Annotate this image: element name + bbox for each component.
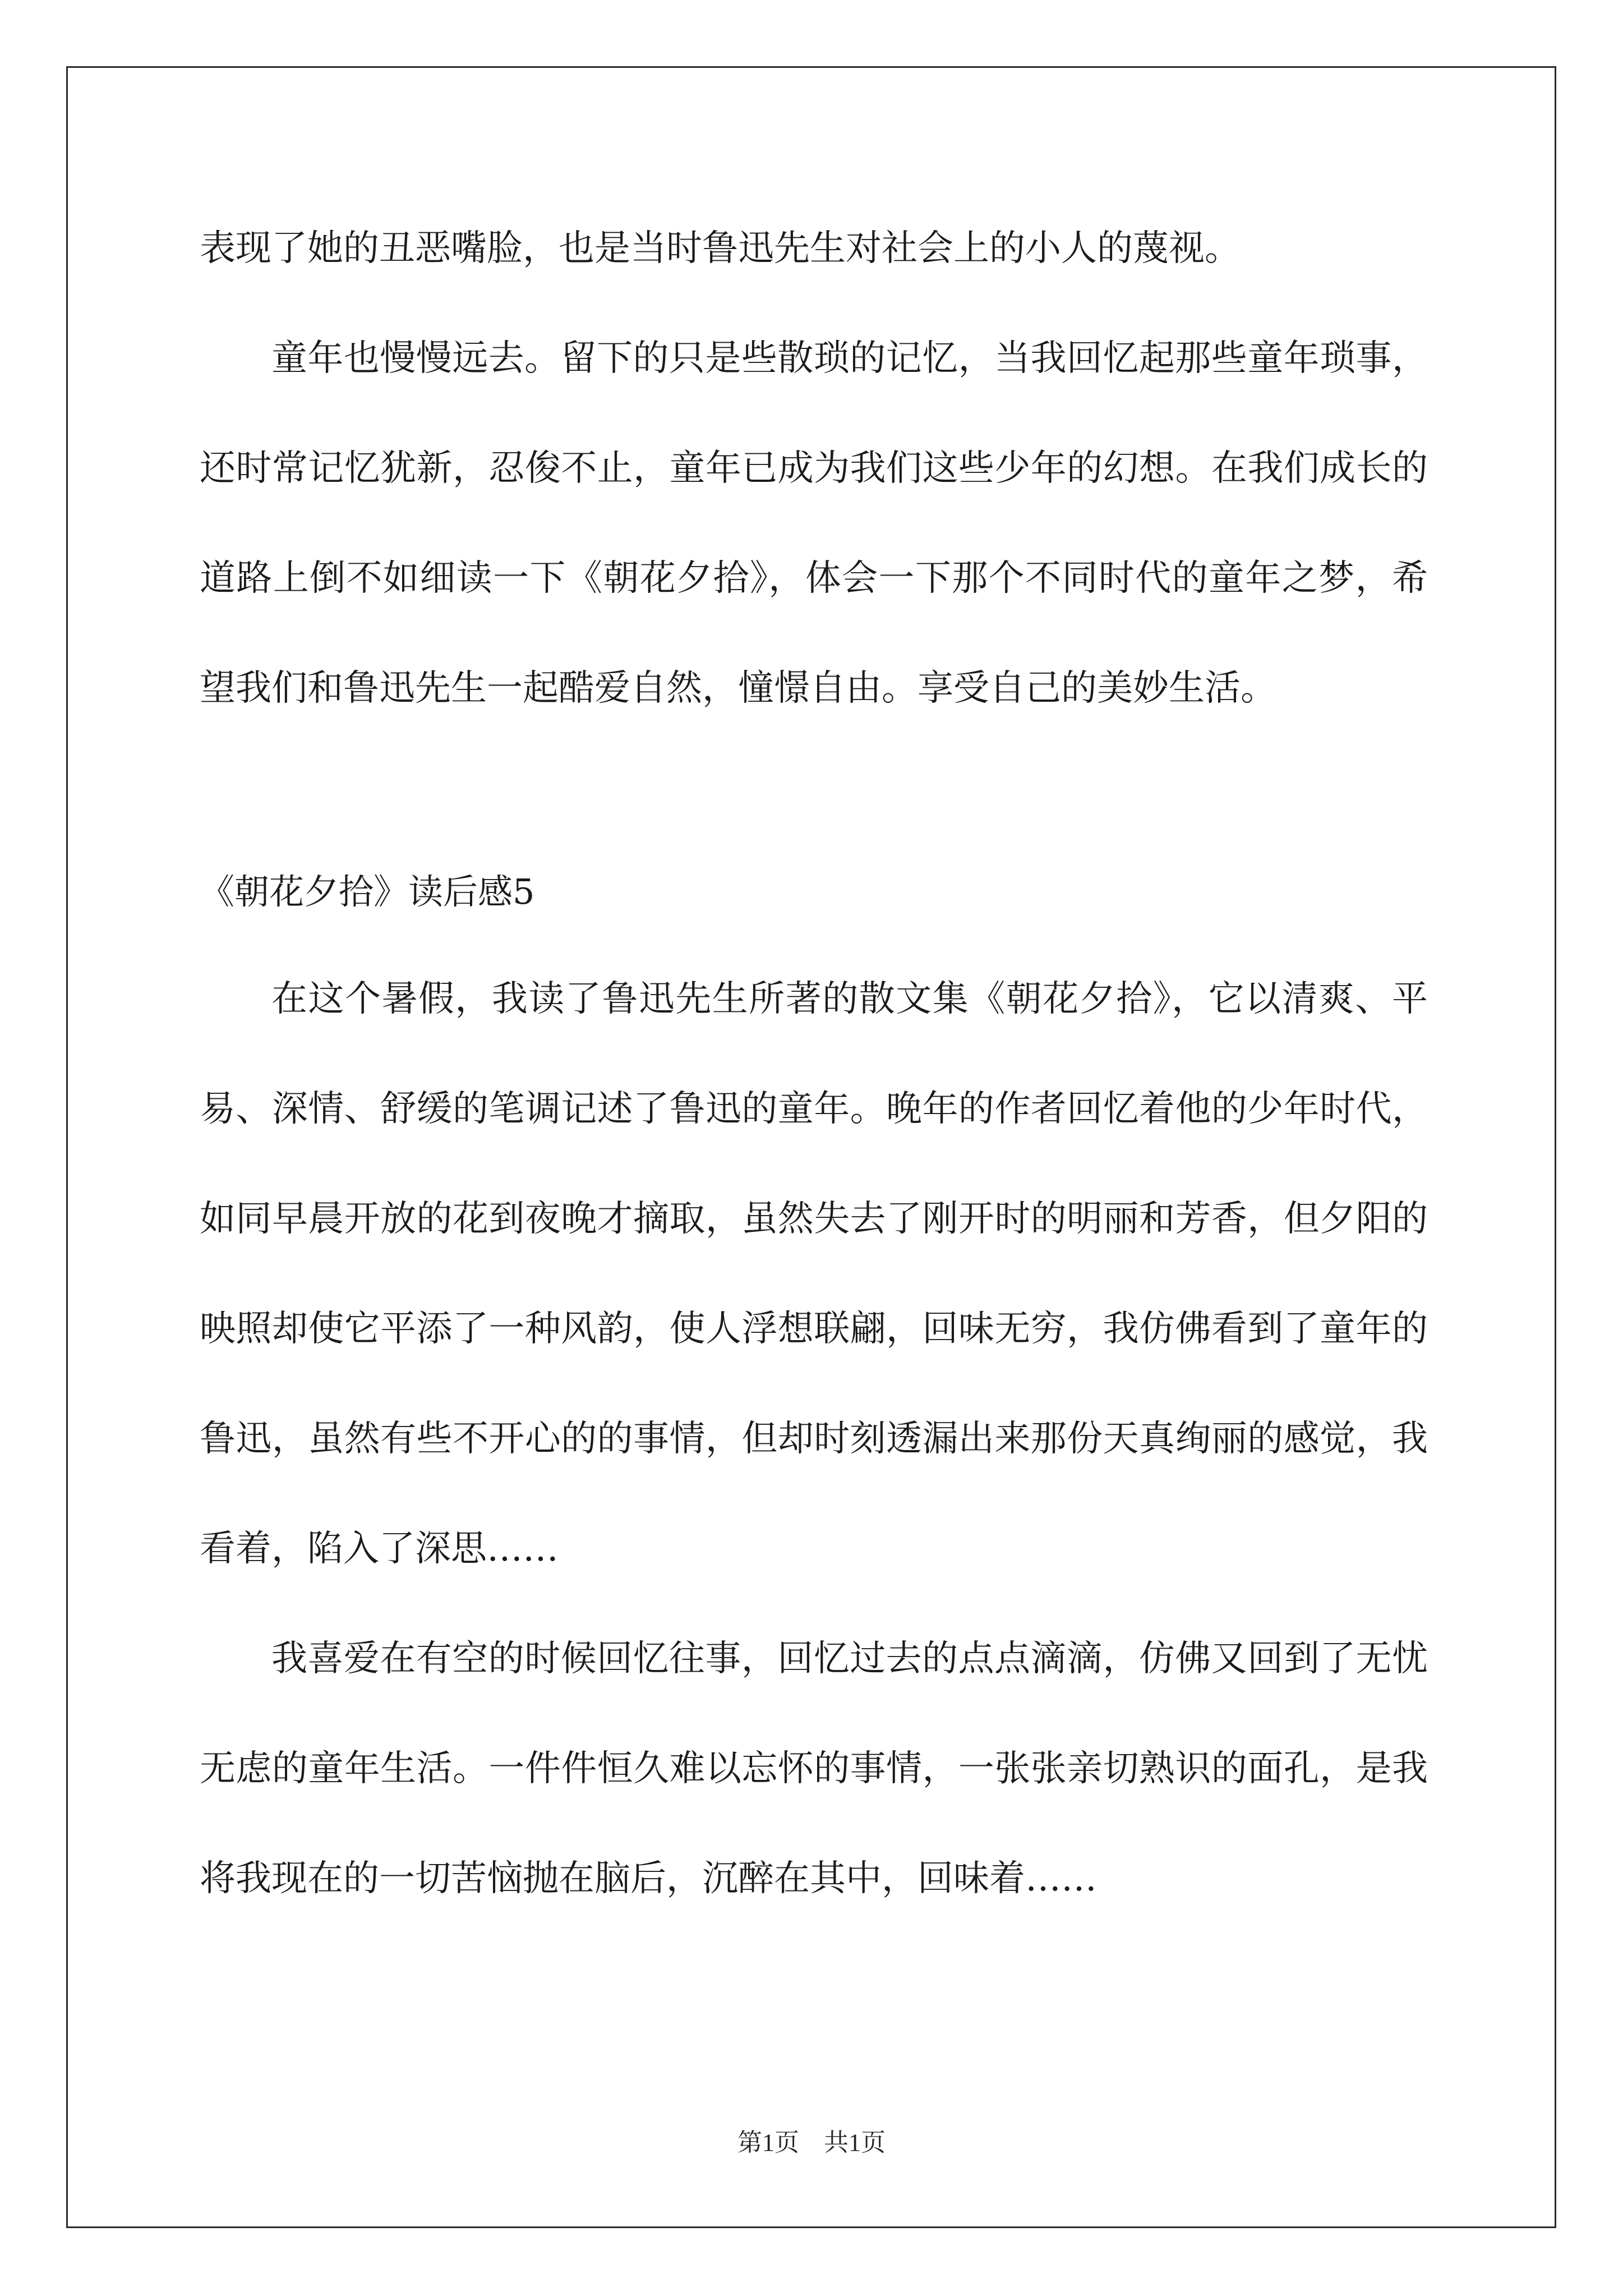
document-body-bottom xyxy=(200,944,1428,1934)
paragraph: 表现了她的丑恶嘴脸，也是当时鲁迅先生对社会上的小人的蔑视。 xyxy=(200,228,1241,269)
section-title: 《朝花夕拾》读后感5 xyxy=(200,871,535,912)
paragraph: 童年也慢慢远去。留下的只是些散琐的记忆，当我回忆起那些童年琐事，还时常记忆犹新，忍俊不止，童年已成为我们这些少年的幻想。在我们成长的道路上倒不如细读一下《朝花夕拾》，体会一下那个不同时代的童年之梦，希望我们和鲁迅先生一起酷爱自然，憧憬自由。享受自己的美妙生活。 xyxy=(200,338,1428,709)
paragraph: 在这个暑假，我读了鲁迅先生所著的散文集《朝花夕拾》，它以清爽、平易、深情、舒缓的笔调记述了鲁迅的童年。晚年的作者回忆着他的少年时代，如同早晨开放的花到夜晚才摘取，虽然失去了刚开时的明丽和芳香，但夕阳的映照却使它平添了一种风韵，使人浮想联翩，回味无穷，我仿佛看到了童年的鲁迅，虽然有些不开心的的事情，但却时刻透漏出来那份天真绚丽的感觉，我看着，陷入了深思…… xyxy=(200,978,1428,1570)
document-body-top xyxy=(200,194,1428,743)
paragraph: 我喜爱在有空的时候回忆往事，回忆过去的点点滴滴，仿佛又回到了无忧无虑的童年生活。一件件恒久难以忘怀的事情，一张张亲切熟识的面孔，是我将我现在的一切苦恼抛在脑后，沉醉在其中，回味着…… xyxy=(200,1638,1428,1899)
page-footer: 第1页 共1页 xyxy=(737,2129,886,2156)
